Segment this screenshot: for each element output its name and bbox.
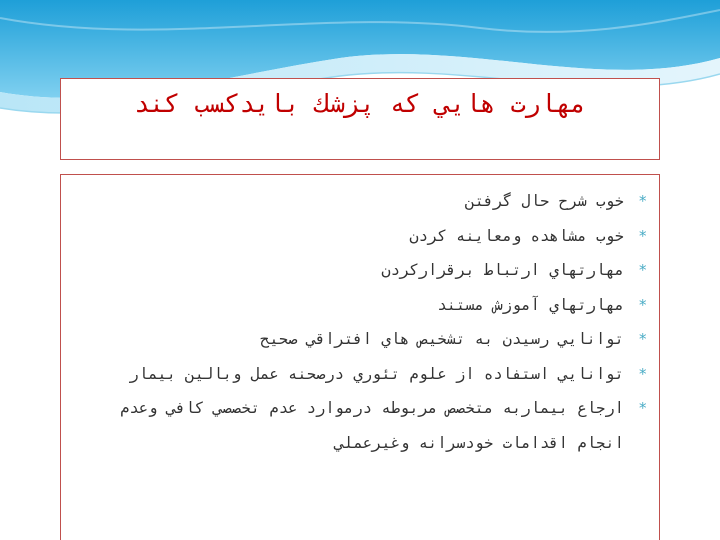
bullet-text: توانايي رسيدن به تشخيص هاي افتراقي صحيح bbox=[260, 330, 624, 348]
bullet-item bbox=[80, 288, 650, 323]
bullet-text: ارجاع بيماربه متخصص مربوطه درموارد عدم تخصصي كافي وعدم انجام اقدامات خودسرانه وغيرعملي bbox=[120, 399, 624, 452]
bullet-text: خوب مشاهده ومعاينه كردن bbox=[409, 226, 624, 245]
bullet-item bbox=[80, 391, 650, 460]
bullet-text: توانايي استفاده از علوم تئوري درصحنه عمل وبالين بيمار bbox=[129, 364, 624, 383]
bullet-text: مهارتهاي آموزش مستند bbox=[437, 295, 624, 314]
asterisk-bullet-icon: * bbox=[639, 330, 647, 348]
bullet-text: مهارتهاي ارتباط برقراركردن bbox=[381, 261, 624, 279]
bullet-item bbox=[80, 253, 650, 288]
title-box bbox=[60, 78, 660, 160]
asterisk-bullet-icon: * bbox=[639, 295, 647, 314]
asterisk-bullet-icon: * bbox=[639, 226, 647, 245]
bullet-list bbox=[80, 184, 650, 460]
asterisk-bullet-icon: * bbox=[639, 192, 647, 210]
slide-title: مهارت هايي كه پزشك بايدكسب كند bbox=[134, 89, 586, 118]
asterisk-bullet-icon: * bbox=[639, 364, 647, 383]
bullet-item bbox=[80, 357, 650, 392]
bullet-item bbox=[80, 184, 650, 219]
bullet-item bbox=[80, 219, 650, 254]
asterisk-bullet-icon: * bbox=[639, 399, 647, 417]
bullet-text: خوب شرح حال گرفتن bbox=[465, 192, 624, 210]
bullet-item bbox=[80, 322, 650, 357]
asterisk-bullet-icon: * bbox=[639, 261, 647, 279]
